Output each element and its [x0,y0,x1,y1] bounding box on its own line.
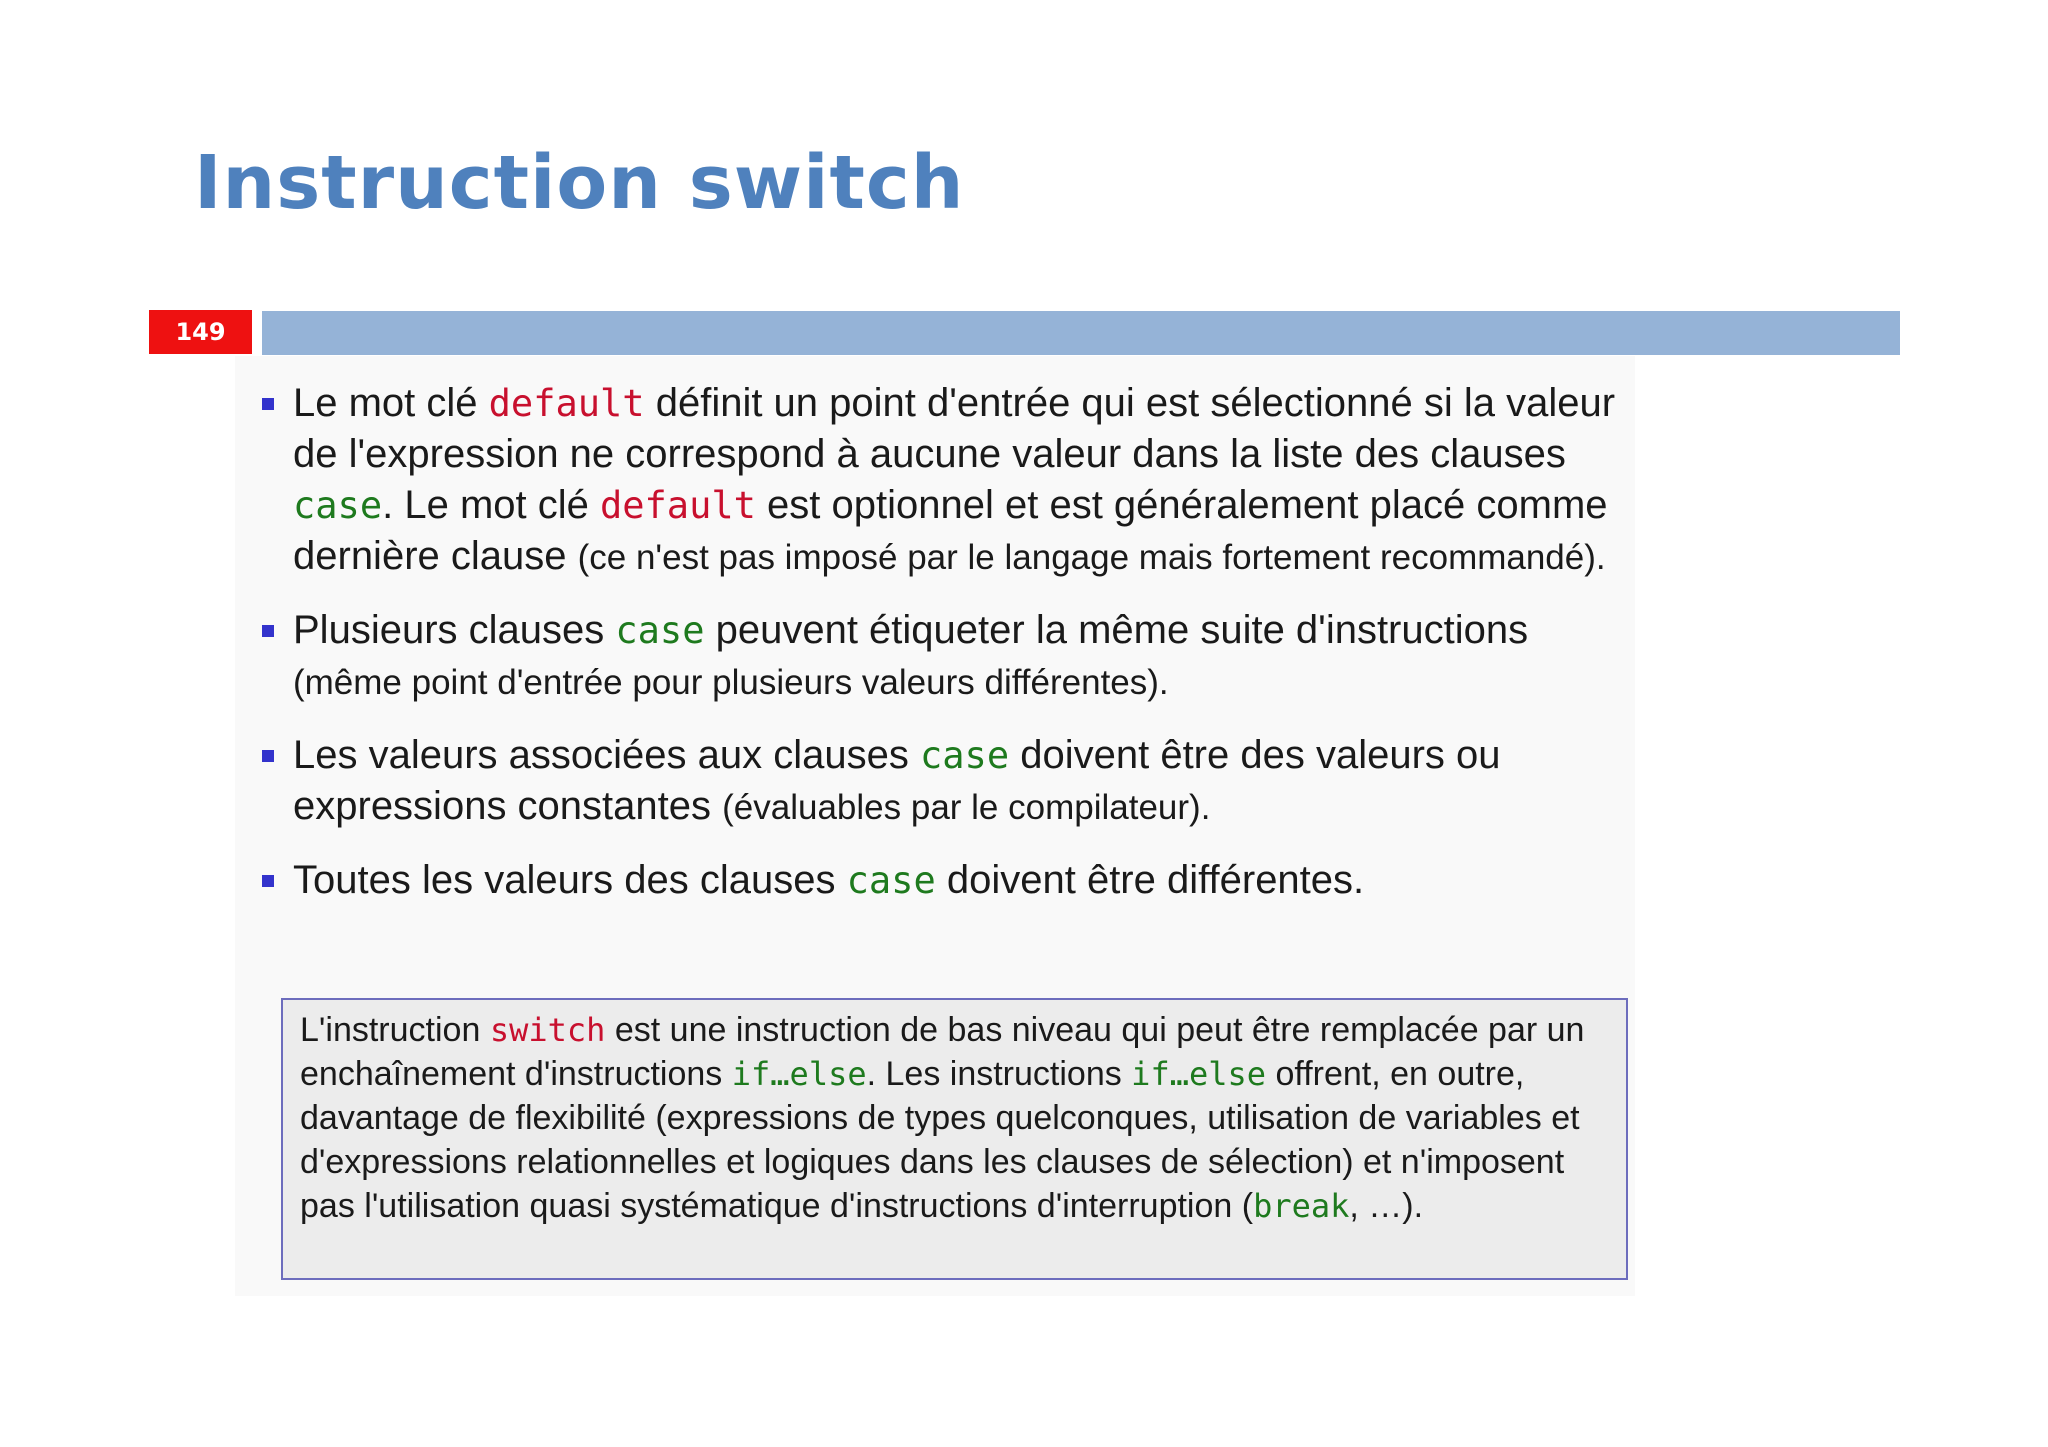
bullet-text: Toutes les valeurs des clauses [293,858,847,902]
note-box [281,998,1628,1280]
square-bullet-icon [262,750,274,762]
bullet-text: définit un point d'entrée qui est sélectionné si la valeur de l'expression ne correspond à aucune valeur dans la liste des clauses [293,381,1616,476]
bullet-text: . Le mot clé [382,483,600,527]
square-bullet-icon [262,875,274,887]
code-keyword: default [488,382,645,425]
bullet-item-constants [262,730,1632,833]
bullet-item-default [262,378,1632,583]
bullet-text: Le mot clé [293,381,489,425]
bullet-aside: (évaluables par le compilateur). [722,788,1211,827]
note-text: L'instruction [300,1011,490,1049]
code-keyword: if…else [1131,1055,1267,1093]
note-text: , …). [1349,1187,1424,1225]
code-keyword: case [615,609,705,652]
title-underline-bar [262,311,1900,355]
bullet-item-shared-labels [262,605,1632,708]
code-keyword: switch [489,1011,606,1049]
code-keyword: case [920,734,1010,777]
note-text: offrent, en outre, davantage de flexibilité (expressions de types quelconques, utilisation de variables et d'expressions relationnelles et logiques dans les clauses de sélection) et n'imposent pas l'utilisation quasi systématique d'instructions d'interruption ( [300,1055,1580,1225]
bullet-text: peuvent étiqueter la même suite d'instructions [704,608,1529,652]
bullet-text: doivent être des valeurs ou expressions constantes [293,733,1501,828]
page-number-badge: 149 [149,310,252,354]
bullet-aside: (ce n'est pas imposé par le langage mais fortement recommandé). [577,538,1606,577]
code-keyword: case [846,859,936,902]
code-keyword: break [1253,1187,1350,1225]
bullet-text: est optionnel et est généralement placé comme dernière clause [293,483,1608,578]
code-keyword: default [599,484,756,527]
bullet-item-distinct-values [262,855,1632,906]
note-text: . Les instructions [866,1055,1132,1093]
square-bullet-icon [262,625,274,637]
slide-title: Instruction switch [194,140,965,226]
bullet-text: Plusieurs clauses [293,608,616,652]
note-text: est une instruction de bas niveau qui peut être remplacée par un enchaînement d'instructions [300,1011,1585,1093]
code-keyword: if…else [731,1055,867,1093]
bullet-text: doivent être différentes. [935,858,1365,902]
square-bullet-icon [262,398,274,410]
bullet-list [262,378,1632,928]
bullet-text: Les valeurs associées aux clauses [293,733,920,777]
bullet-aside: (même point d'entrée pour plusieurs valeurs différentes). [293,663,1169,702]
code-keyword: case [293,484,383,527]
